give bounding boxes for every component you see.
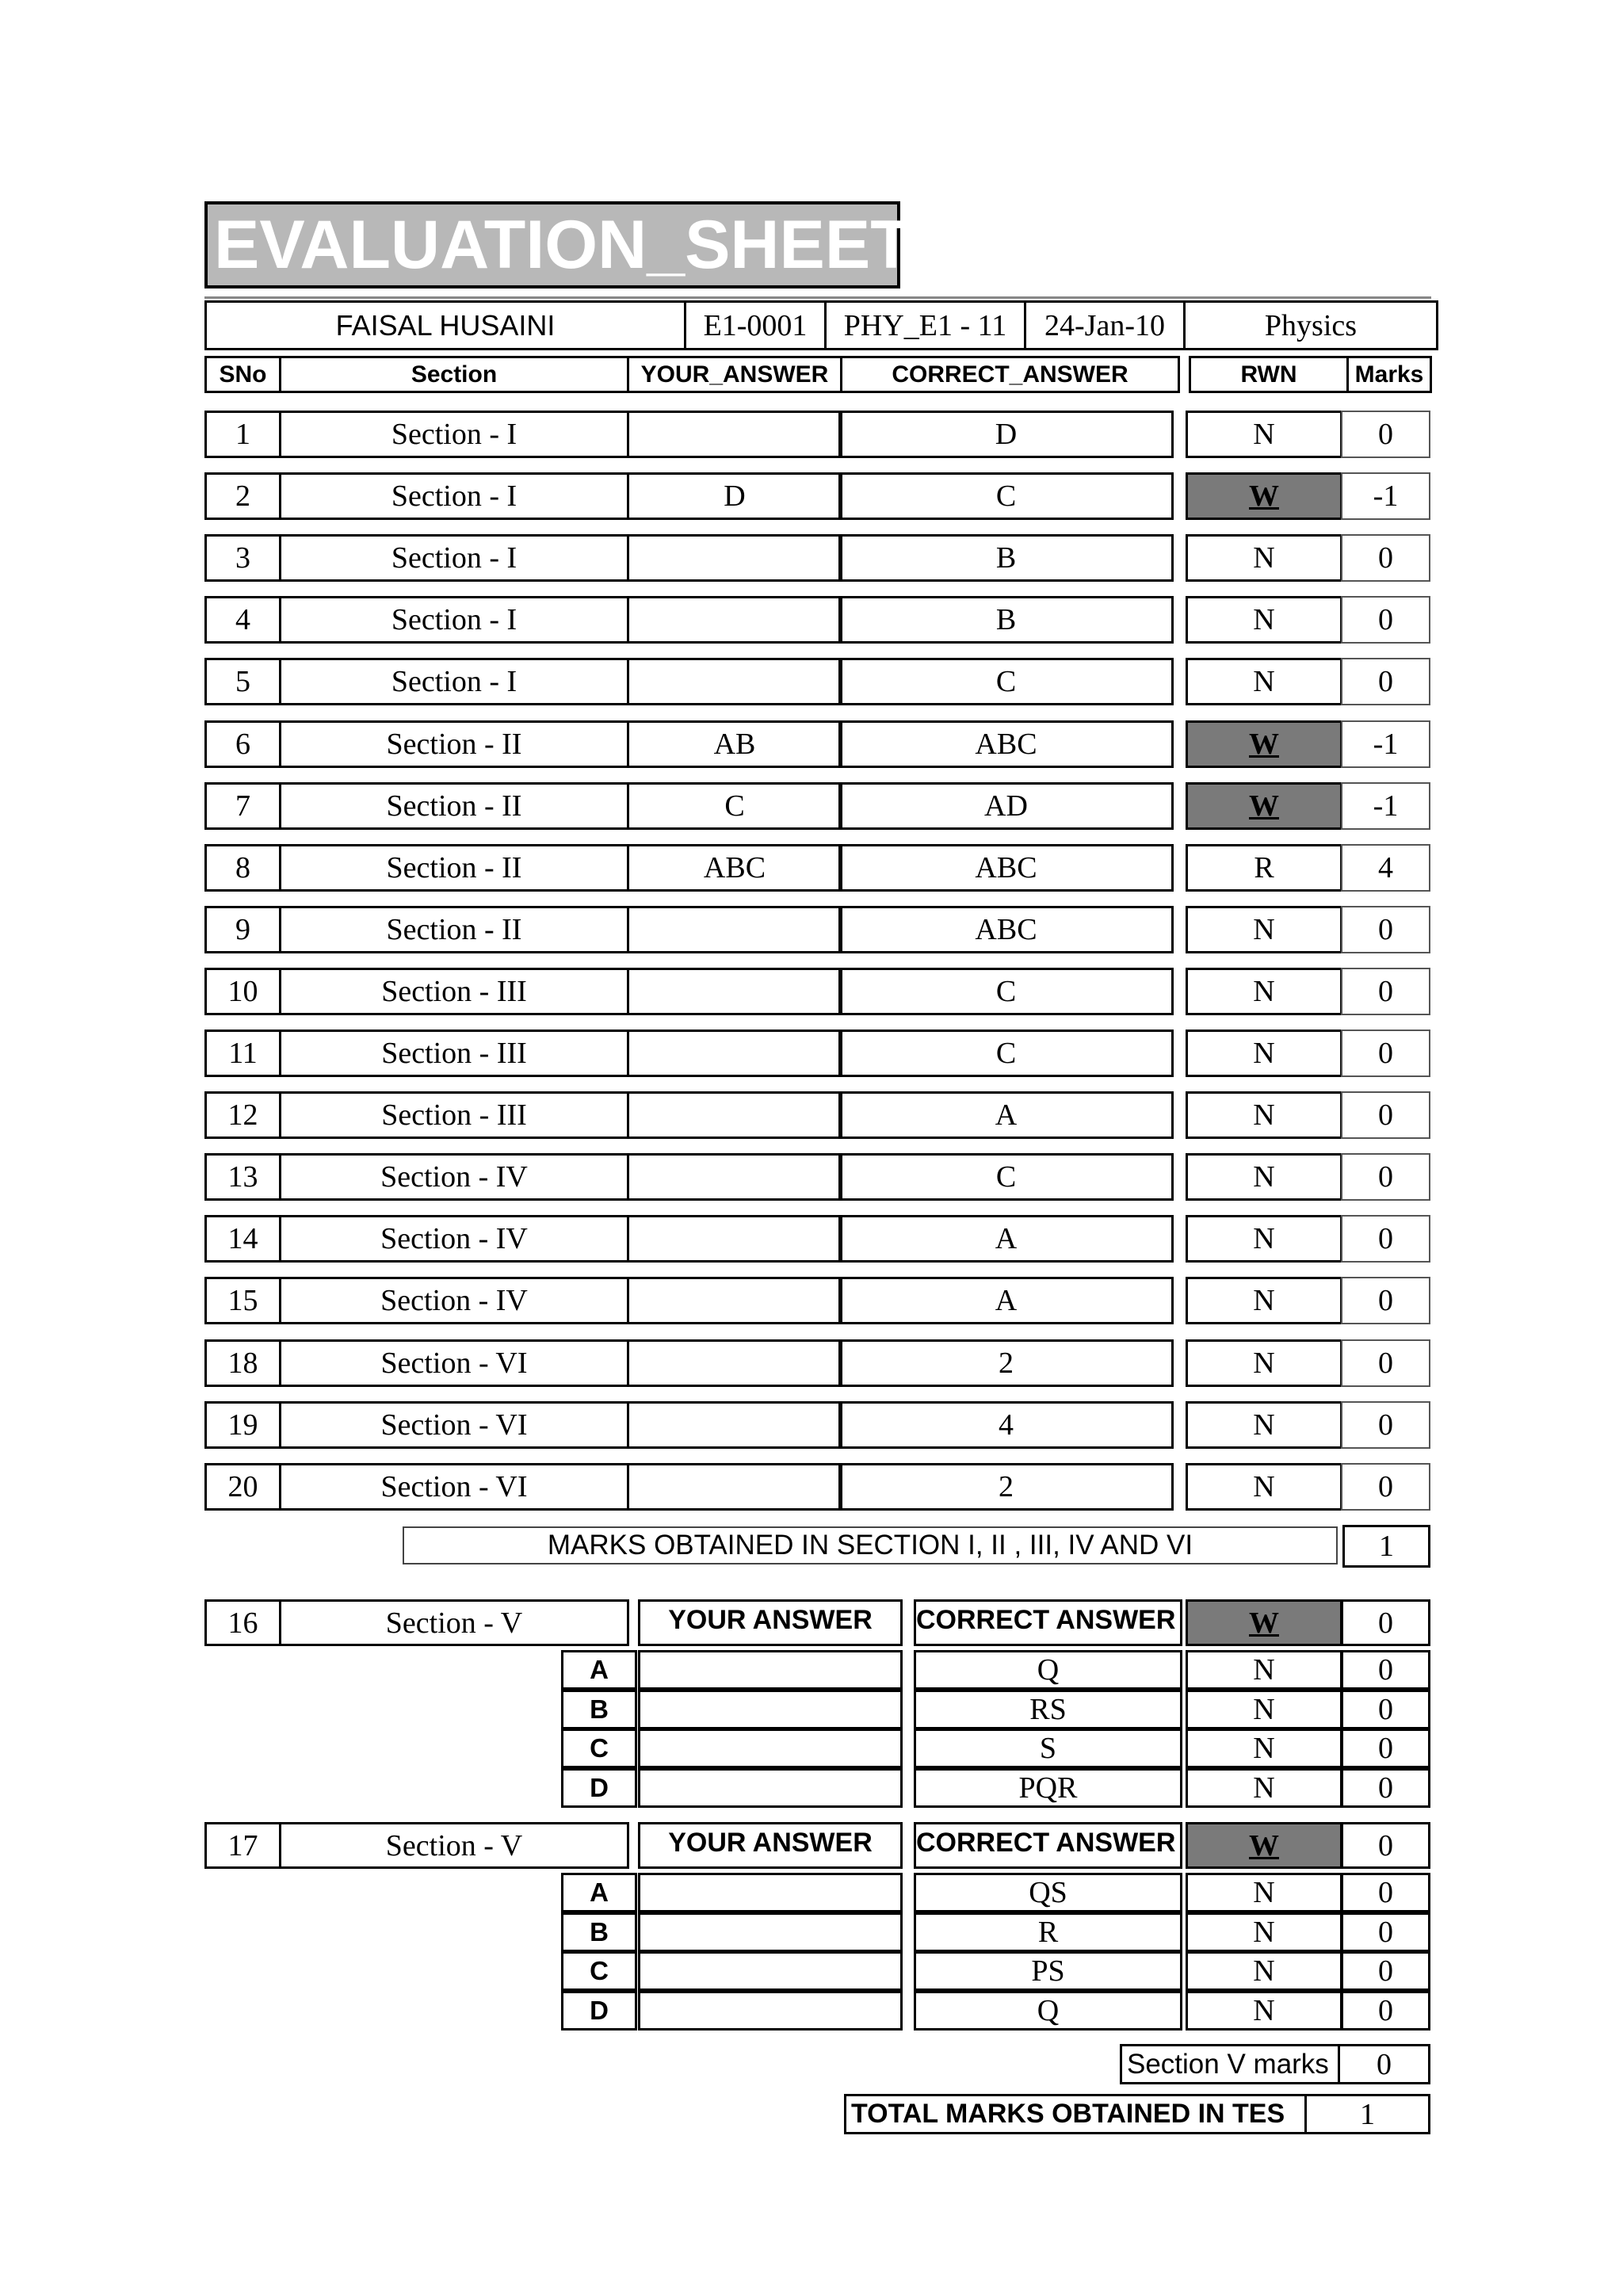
matrix-part-correct-answer: S <box>914 1729 1182 1768</box>
sno-cell: 3 <box>204 534 281 582</box>
rwn-cell: R <box>1186 844 1342 892</box>
matrix-your-answer-header: YOUR ANSWER <box>638 1599 903 1646</box>
correct-answer-cell: A <box>838 1277 1174 1324</box>
page-title: EVALUATION_SHEET <box>204 201 900 288</box>
marks-cell: 0 <box>1341 1401 1430 1449</box>
your-answer-cell <box>627 658 842 705</box>
marks-cell: 0 <box>1341 1463 1430 1511</box>
sno-cell: 11 <box>204 1030 281 1077</box>
matrix-part-correct-answer: R <box>914 1912 1182 1952</box>
total-marks-value: 1 <box>1304 2094 1430 2134</box>
marks-cell: 0 <box>1341 1215 1430 1263</box>
your-answer-cell: ABC <box>627 844 842 892</box>
correct-answer-cell: B <box>838 596 1174 644</box>
matrix-part-label: A <box>561 1650 637 1690</box>
marks-cell: 0 <box>1341 1091 1430 1139</box>
matrix-part-your-answer <box>638 1951 903 1991</box>
matrix-part-correct-answer: RS <box>914 1690 1182 1729</box>
sno-cell: 8 <box>204 844 281 892</box>
rwn-cell: N <box>1186 1153 1342 1201</box>
section-cell: Section - I <box>279 658 629 705</box>
sno-cell: 15 <box>204 1277 281 1324</box>
header-sno: SNo <box>204 356 281 393</box>
your-answer-cell <box>627 1091 842 1139</box>
matrix-part-rwn: N <box>1186 1912 1342 1952</box>
marks-cell: -1 <box>1341 782 1430 830</box>
your-answer-cell <box>627 1401 842 1449</box>
rwn-cell: N <box>1186 534 1342 582</box>
your-answer-cell <box>627 1463 842 1511</box>
matrix-part-your-answer <box>638 1650 903 1690</box>
marks-cell: 0 <box>1341 1339 1430 1387</box>
correct-answer-cell: ABC <box>838 906 1174 953</box>
marks-cell: -1 <box>1341 720 1430 768</box>
rwn-cell: W <box>1186 472 1342 520</box>
rwn-cell: W <box>1186 782 1342 830</box>
matrix-part-marks: 0 <box>1341 1912 1430 1952</box>
your-answer-cell: AB <box>627 720 842 768</box>
rwn-cell: N <box>1186 1401 1342 1449</box>
header-section: Section <box>279 356 629 393</box>
section-cell: Section - III <box>279 1091 629 1139</box>
matrix-section-cell: Section - V <box>279 1822 629 1869</box>
subject-name: Physics <box>1183 300 1438 350</box>
sno-cell: 14 <box>204 1215 281 1263</box>
matrix-part-correct-answer: QS <box>914 1873 1182 1912</box>
test-date: 24-Jan-10 <box>1024 300 1186 350</box>
marks-cell: -1 <box>1341 472 1430 520</box>
section-cell: Section - I <box>279 596 629 644</box>
matrix-part-label: C <box>561 1951 637 1991</box>
matrix-part-your-answer <box>638 1729 903 1768</box>
header-rwn: RWN <box>1189 356 1349 393</box>
paper-code: PHY_E1 - 11 <box>824 300 1026 350</box>
correct-answer-cell: C <box>838 1153 1174 1201</box>
section-cell: Section - II <box>279 782 629 830</box>
matrix-correct-answer-header: CORRECT ANSWER <box>914 1599 1182 1646</box>
matrix-part-your-answer <box>638 1690 903 1729</box>
rwn-cell: N <box>1186 1463 1342 1511</box>
header-marks: Marks <box>1346 356 1432 393</box>
correct-answer-cell: AD <box>838 782 1174 830</box>
matrix-part-label: C <box>561 1729 637 1768</box>
your-answer-cell <box>627 1277 842 1324</box>
matrix-part-correct-answer: Q <box>914 1650 1182 1690</box>
your-answer-cell <box>627 906 842 953</box>
section-cell: Section - II <box>279 906 629 953</box>
correct-answer-cell: ABC <box>838 720 1174 768</box>
your-answer-cell <box>627 1215 842 1263</box>
section-cell: Section - III <box>279 1030 629 1077</box>
matrix-sno-cell: 17 <box>204 1822 281 1869</box>
correct-answer-cell: ABC <box>838 844 1174 892</box>
marks-cell: 0 <box>1341 411 1430 458</box>
matrix-part-rwn: N <box>1186 1690 1342 1729</box>
matrix-part-label: B <box>561 1912 637 1952</box>
marks-summary-label: MARKS OBTAINED IN SECTION I, II , III, IV AND VI <box>403 1526 1338 1564</box>
rwn-cell: W <box>1186 720 1342 768</box>
section-cell: Section - I <box>279 411 629 458</box>
rwn-cell: N <box>1186 1030 1342 1077</box>
matrix-part-rwn: N <box>1186 1768 1342 1808</box>
rwn-cell: N <box>1186 1277 1342 1324</box>
section-cell: Section - II <box>279 720 629 768</box>
matrix-correct-answer-header: CORRECT ANSWER <box>914 1822 1182 1869</box>
matrix-part-rwn: N <box>1186 1951 1342 1991</box>
total-marks-label: TOTAL MARKS OBTAINED IN TES <box>844 2094 1307 2134</box>
your-answer-cell <box>627 968 842 1015</box>
section-cell: Section - III <box>279 968 629 1015</box>
your-answer-cell <box>627 534 842 582</box>
marks-cell: 0 <box>1341 1277 1430 1324</box>
matrix-part-marks: 0 <box>1341 1650 1430 1690</box>
matrix-marks-cell: 0 <box>1341 1822 1430 1869</box>
student-id: E1-0001 <box>684 300 827 350</box>
matrix-part-label: A <box>561 1873 637 1912</box>
rwn-cell: N <box>1186 658 1342 705</box>
marks-cell: 0 <box>1341 906 1430 953</box>
correct-answer-cell: B <box>838 534 1174 582</box>
sno-cell: 19 <box>204 1401 281 1449</box>
matrix-part-correct-answer: Q <box>914 1991 1182 2030</box>
matrix-part-rwn: N <box>1186 1650 1342 1690</box>
matrix-rwn-cell: W <box>1186 1599 1342 1646</box>
matrix-rwn-cell: W <box>1186 1822 1342 1869</box>
student-name: FAISAL HUSAINI <box>204 300 686 350</box>
correct-answer-cell: C <box>838 658 1174 705</box>
sno-cell: 2 <box>204 472 281 520</box>
marks-cell: 0 <box>1341 1030 1430 1077</box>
matrix-part-rwn: N <box>1186 1873 1342 1912</box>
section-cell: Section - VI <box>279 1401 629 1449</box>
matrix-part-label: B <box>561 1690 637 1729</box>
your-answer-cell <box>627 1030 842 1077</box>
matrix-part-your-answer <box>638 1768 903 1808</box>
correct-answer-cell: C <box>838 1030 1174 1077</box>
matrix-part-marks: 0 <box>1341 1729 1430 1768</box>
correct-answer-cell: A <box>838 1091 1174 1139</box>
marks-cell: 0 <box>1341 1153 1430 1201</box>
section-cell: Section - IV <box>279 1153 629 1201</box>
matrix-part-label: D <box>561 1991 637 2030</box>
matrix-part-rwn: N <box>1186 1991 1342 2030</box>
your-answer-cell <box>627 1339 842 1387</box>
section-cell: Section - VI <box>279 1463 629 1511</box>
matrix-sno-cell: 16 <box>204 1599 281 1646</box>
marks-cell: 0 <box>1341 968 1430 1015</box>
marks-cell: 0 <box>1341 534 1430 582</box>
matrix-your-answer-header: YOUR ANSWER <box>638 1822 903 1869</box>
sno-cell: 1 <box>204 411 281 458</box>
matrix-part-correct-answer: PS <box>914 1951 1182 1991</box>
rwn-cell: N <box>1186 1339 1342 1387</box>
correct-answer-cell: C <box>838 472 1174 520</box>
sno-cell: 13 <box>204 1153 281 1201</box>
rwn-cell: N <box>1186 1215 1342 1263</box>
correct-answer-cell: D <box>838 411 1174 458</box>
sno-cell: 18 <box>204 1339 281 1387</box>
correct-answer-cell: 4 <box>838 1401 1174 1449</box>
your-answer-cell: C <box>627 782 842 830</box>
rwn-cell: N <box>1186 1091 1342 1139</box>
matrix-part-your-answer <box>638 1873 903 1912</box>
marks-summary-value: 1 <box>1342 1525 1430 1568</box>
rwn-cell: N <box>1186 411 1342 458</box>
matrix-section-cell: Section - V <box>279 1599 629 1646</box>
your-answer-cell <box>627 596 842 644</box>
matrix-part-label: D <box>561 1768 637 1808</box>
sno-cell: 9 <box>204 906 281 953</box>
matrix-part-rwn: N <box>1186 1729 1342 1768</box>
your-answer-cell: D <box>627 472 842 520</box>
marks-cell: 4 <box>1341 844 1430 892</box>
rwn-cell: N <box>1186 968 1342 1015</box>
matrix-part-marks: 0 <box>1341 1690 1430 1729</box>
marks-cell: 0 <box>1341 658 1430 705</box>
rwn-cell: N <box>1186 596 1342 644</box>
sno-cell: 4 <box>204 596 281 644</box>
section-cell: Section - I <box>279 472 629 520</box>
correct-answer-cell: 2 <box>838 1339 1174 1387</box>
section-v-marks-label: Section V marks <box>1120 2044 1340 2084</box>
title-divider <box>204 296 1431 299</box>
header-your-answer: YOUR_ANSWER <box>627 356 842 393</box>
matrix-part-marks: 0 <box>1341 1768 1430 1808</box>
matrix-part-your-answer <box>638 1991 903 2030</box>
section-cell: Section - II <box>279 844 629 892</box>
sno-cell: 7 <box>204 782 281 830</box>
matrix-part-marks: 0 <box>1341 1873 1430 1912</box>
marks-cell: 0 <box>1341 596 1430 644</box>
section-cell: Section - IV <box>279 1215 629 1263</box>
matrix-part-marks: 0 <box>1341 1991 1430 2030</box>
header-correct-answer: CORRECT_ANSWER <box>840 356 1180 393</box>
correct-answer-cell: A <box>838 1215 1174 1263</box>
sno-cell: 10 <box>204 968 281 1015</box>
section-cell: Section - VI <box>279 1339 629 1387</box>
section-cell: Section - I <box>279 534 629 582</box>
matrix-part-marks: 0 <box>1341 1951 1430 1991</box>
rwn-cell: N <box>1186 906 1342 953</box>
section-cell: Section - IV <box>279 1277 629 1324</box>
matrix-part-your-answer <box>638 1912 903 1952</box>
your-answer-cell <box>627 1153 842 1201</box>
section-v-marks-value: 0 <box>1338 2044 1430 2084</box>
sno-cell: 6 <box>204 720 281 768</box>
your-answer-cell <box>627 411 842 458</box>
sno-cell: 5 <box>204 658 281 705</box>
correct-answer-cell: C <box>838 968 1174 1015</box>
matrix-marks-cell: 0 <box>1341 1599 1430 1646</box>
sno-cell: 20 <box>204 1463 281 1511</box>
matrix-part-correct-answer: PQR <box>914 1768 1182 1808</box>
sno-cell: 12 <box>204 1091 281 1139</box>
correct-answer-cell: 2 <box>838 1463 1174 1511</box>
